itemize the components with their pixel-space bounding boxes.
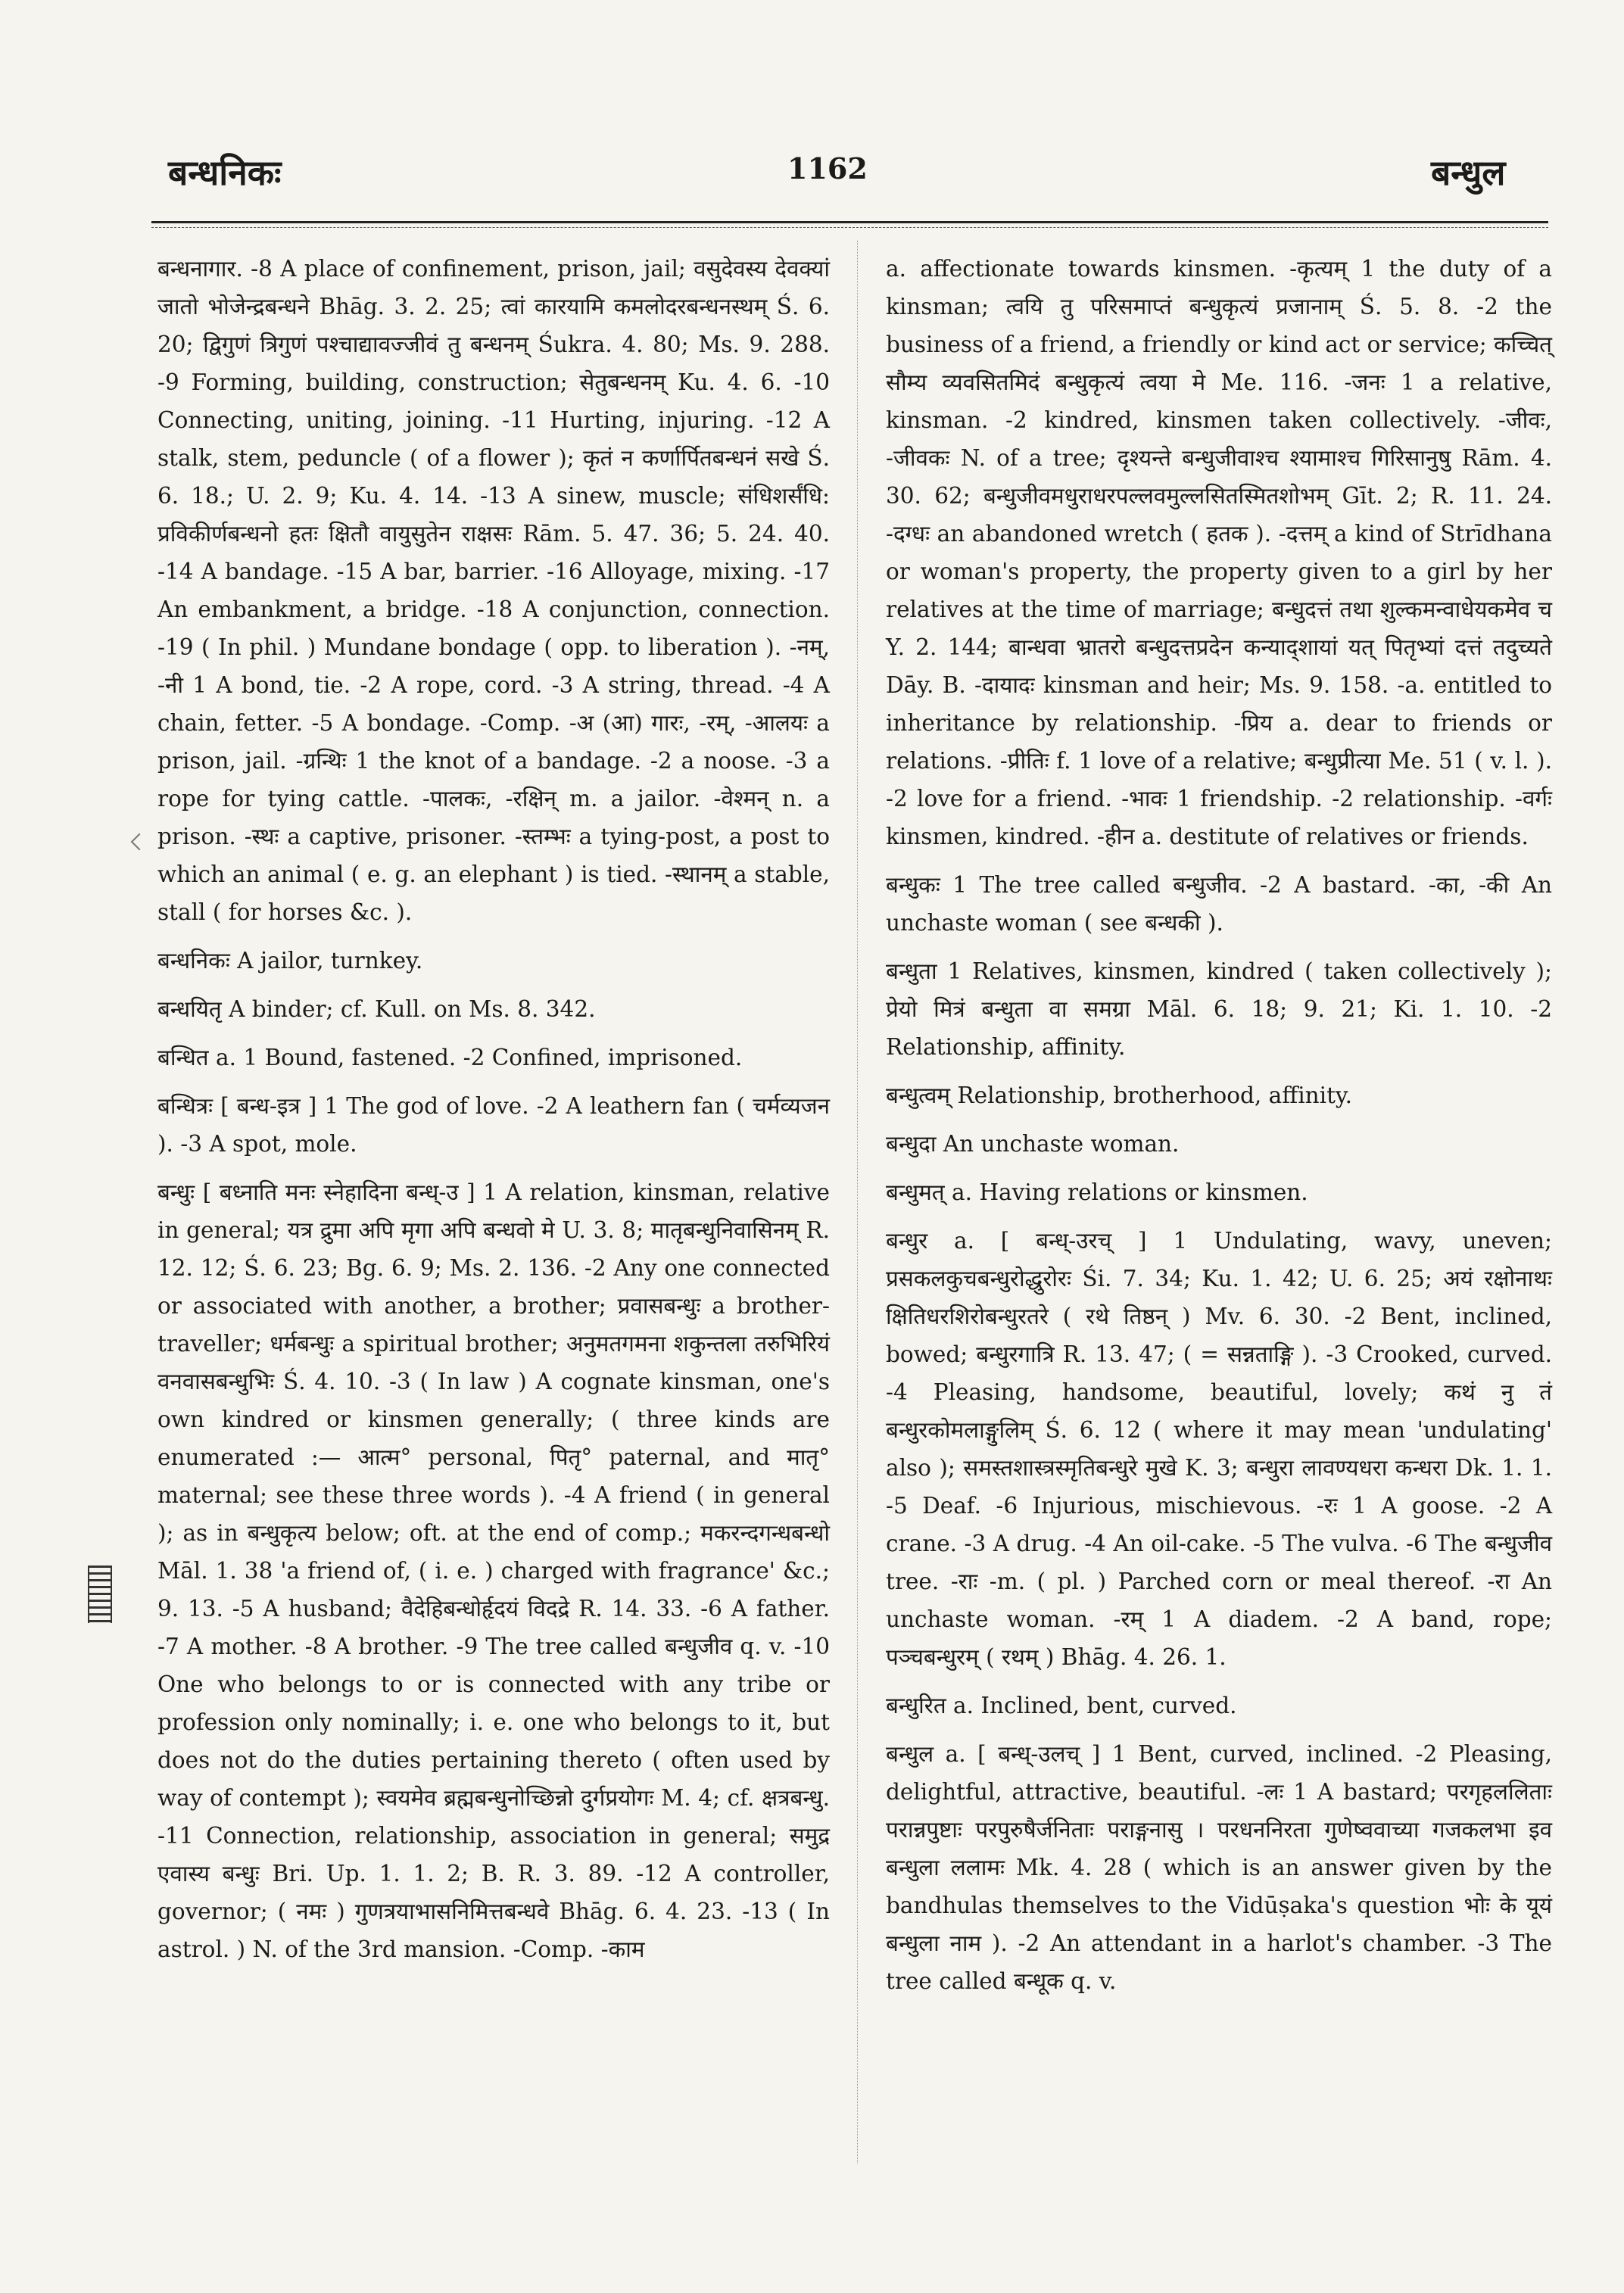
entry: बन्धित a. 1 Bound, fastened. -2 Confined, imprisoned. [157, 1045, 743, 1070]
header-rule-dashed [151, 227, 1548, 228]
entry: बन्धनिकः A jailor, turnkey. [157, 948, 423, 974]
entry: बन्धुर a. [ बन्ध्-उरच् ] 1 Undulating, wavy, uneven; प्रसकलकुचबन्धुरोद्धुरोरः Śi. 7. 34; Ku. 1. 42; U. 6. 25; अयं रक्षोनाथः क्षितिधरशिरोबन्धुरतरे ( रथे तिष्ठन् ) Mv. 6. 30. -2 Bent, inclined, bowed; बन्धुरगात्रि R. 13. 47; ( = सन्नताङ्गि ). -3 Crooked, curved. -4 Pleasing, handsome, beautiful, lovely; कथं नु तं बन्धुरकोमलाङ्गुलिम् Ś. 6. 12 ( where it may mean 'undulating' also ); समस्तशास्त्रस्मृतिबन्धुरे मुखे K. 3; बन्धुरा लावण्यधरा कन्धरा Dk. 1. 1. -5 Deaf. -6 Injurious, mischievous. -रः 1 A goose. -2 A crane. -3 A drug. -4 An oil-cake. -5 The vulva. -6 The बन्धुजीव tree. -राः -m. ( pl. ) Parched corn or meal thereof. -रा An unchaste woman. -रम् 1 A diadem. -2 A band, rope; पञ्चबन्धुरम् ( रथम् ) Bhāg. 4. 26. 1. [886, 1228, 1552, 1670]
entry: बन्धुल a. [ बन्ध्-उलच् ] 1 Bent, curved, inclined. -2 Pleasing, delightful, attractive, beautiful. -लः 1 A bastard; परगृहललिताः परान्नपुष्टाः परपुरुषैर्जनिताः पराङ्गनासु । परधननिरता गुणेष्ववाच्या गजकलभा इव बन्धुला ललामः Mk. 4. 28 ( which is an answer given by the bandhulas themselves to the Vidūṣaka's question भोः के यूयं बन्धुला नाम ). -2 An attendant in a harlot's chamber. -3 The tree called बन्धूक q. v. [886, 1741, 1552, 1994]
entry: बन्धुः [ बध्नाति मनः स्नेहादिना बन्ध्-उ ] 1 A relation, kinsman, relative in general; यत्र द्रुमा अपि मृगा अपि बन्धवो मे U. 3. 8; मातृबन्धुनिवासिनम् R. 12. 12; Ś. 6. 23; Bg. 6. 9; Ms. 2. 136. -2 Any one connected or associated with another, a brother; प्रवासबन्धुः a brother-traveller; धर्मबन्धुः a spiritual brother; अनुमतगमना शकुन्तला तरुभिरियं वनवासबन्धुभिः Ś. 4. 10. -3 ( In law ) A cognate kinsman, one's own kindred or kinsmen generally; ( three kinds are enumerated :— आत्म° personal, पितृ° paternal, and मातृ° maternal; see these three words ). -4 A friend ( in general ); as in बन्धुकृत्य below; oft. at the end of comp.; मकरन्दगन्धबन्धो Māl. 1. 38 'a friend of, ( i. e. ) charged with fragrance' &c.; 9. 13. -5 A husband; वैदेहिबन्धोर्हृदयं विदद्रे R. 14. 33. -6 A father. -7 A mother. -8 A brother. -9 The tree called बन्धुजीव q. v. -10 One who belongs to or is connected with any tribe or profession only nominally; i. e. one who belongs to it, but does not do the duties pertaining thereto ( often used by way of contempt ); स्वयमेव ब्रह्मबन्धुनोच्छिन्नो दुर्गप्रयोगः M. 4; cf. क्षत्रबन्धु. -11 Connection, relationship, association in general; समुद्र एवास्य बन्धुः Bri. Up. 1. 1. 2; B. R. 3. 89. -12 A controller, governor; ( नमः ) गुणत्रयाभासनिमित्तबन्धवे Bhāg. 6. 4. 23. -13 ( In astrol. ) N. of the 3rd mansion. -Comp. -काम [157, 1179, 830, 1962]
header-rule [151, 221, 1548, 223]
right-running-head: बन्धुल [1431, 152, 1506, 193]
left-column [157, 250, 830, 1979]
margin-tick [131, 833, 148, 851]
binding-mark [88, 1566, 112, 1623]
entry: बन्धुता 1 Relatives, kinsmen, kindred ( taken collectively ); प्रेयो मित्रं बन्धुता वा समग्रा Māl. 6. 18; 9. 21; Ki. 1. 10. -2 Relationship, affinity. [886, 958, 1552, 1060]
entry: बन्धयितृ A binder; cf. Kull. on Ms. 8. 342. [157, 996, 596, 1022]
column-divider [857, 241, 858, 2164]
entry: बन्धनागार. -8 A place of confinement, prison, jail; वसुदेवस्य देवक्यां जातो भोजेन्द्रबन्धने Bhāg. 3. 2. 25; त्वां कारयामि कमलोदरबन्धनस्थम् Ś. 6. 20; द्विगुणं त्रिगुणं पश्चाद्यावज्जीवं तु बन्धनम् Śukra. 4. 80; Ms. 9. 288. -9 Forming, building, construction; सेतुबन्धनम् Ku. 4. 6. -10 Connecting, uniting, joining. -11 Hurting, injuring. -12 A stalk, stem, peduncle ( of a flower ); कृतं न कर्णार्पितबन्धनं सखे Ś. 6. 18.; U. 2. 9; Ku. 4. 14. -13 A sinew, muscle; संधिशर्संधि: प्रविकीर्णबन्धनो हतः क्षितौ वायुसुतेन राक्षसः Rām. 5. 47. 36; 5. 24. 40. -14 A bandage. -15 A bar, barrier. -16 Alloyage, mixing. -17 An embankment, a bridge. -18 A conjunction, connection. -19 ( In phil. ) Mundane bondage ( opp. to liberation ). -नम्, -नी 1 A bond, tie. -2 A rope, cord. -3 A string, thread. -4 A chain, fetter. -5 A bondage. -Comp. -अ (आ) गारः, -रम्, -आलयः a prison, jail. -ग्रन्थिः 1 the knot of a bandage. -2 a noose. -3 a rope for tying cattle. -पालकः, -रक्षिन् m. a jailor. -वेश्मन् n. a prison. -स्थः a captive, prisoner. -स्तम्भः a tying-post, a post to which an animal ( e. g. an elephant ) is tied. -स्थानम् a stable, stall ( for horses &c. ). [157, 256, 830, 925]
entry: बन्धुत्वम् Relationship, brotherhood, affinity. [886, 1083, 1353, 1108]
page-number: 1162 [787, 151, 868, 185]
left-running-head: बन्धनिकः [168, 152, 282, 193]
entry: बन्धुदा An unchaste woman. [886, 1131, 1180, 1157]
right-column [886, 250, 1552, 2011]
entry: बन्धित्रः [ बन्ध-इत्र ] 1 The god of love. -2 A leathern fan ( चर्मव्यजन ). -3 A spot, mole. [157, 1093, 830, 1157]
entry: बन्धुकः 1 The tree called बन्धुजीव. -2 A bastard. -का, -की An unchaste woman ( see बन्धकी ). [886, 872, 1552, 936]
entry: बन्धुरित a. Inclined, bent, curved. [886, 1693, 1237, 1718]
entry: a. affectionate towards kinsmen. -कृत्यम् 1 the duty of a kinsman; त्वयि तु परिसमाप्तं बन्धुकृत्यं प्रजानाम् Ś. 5. 8. -2 the business of a friend, a friendly or kind act or service; कच्चित् सौम्य व्यवसितमिदं बन्धुकृत्यं त्वया मे Me. 116. -जनः 1 a relative, kinsman. -2 kindred, kinsmen taken collectively. -जीवः, -जीवकः N. of a tree; दृश्यन्ते बन्धुजीवाश्च श्यामाश्च गिरिसानुषु Rām. 4. 30. 62; बन्धुजीवमधुराधरपल्लवमुल्लसितस्मितशोभम् Gīt. 2; R. 11. 24. -दग्धः an abandoned wretch ( हतक ). -दत्तम् a kind of Strīdhana or woman's property, the property given to a girl by her relatives at the time of marriage; बन्धुदत्तं तथा शुल्कमन्वाधेयकमेव च Y. 2. 144; बान्धवा भ्रातरो बन्धुदत्तप्रदेन कन्याद्शायां यत् पितृभ्यां दत्तं तदुच्यते Dāy. B. -दायादः kinsman and heir; Ms. 9. 158. -a. entitled to inheritance by relationship. -प्रिय a. dear to friends or relations. -प्रीतिः f. 1 love of a relative; बन्धुप्रीत्या Me. 51 ( v. l. ). -2 love for a friend. -भावः 1 friendship. -2 relationship. -वर्गः kinsmen, kindred. -हीन a. destitute of relatives or friends. [886, 256, 1552, 849]
entry: बन्धुमत् a. Having relations or kinsmen. [886, 1179, 1308, 1205]
